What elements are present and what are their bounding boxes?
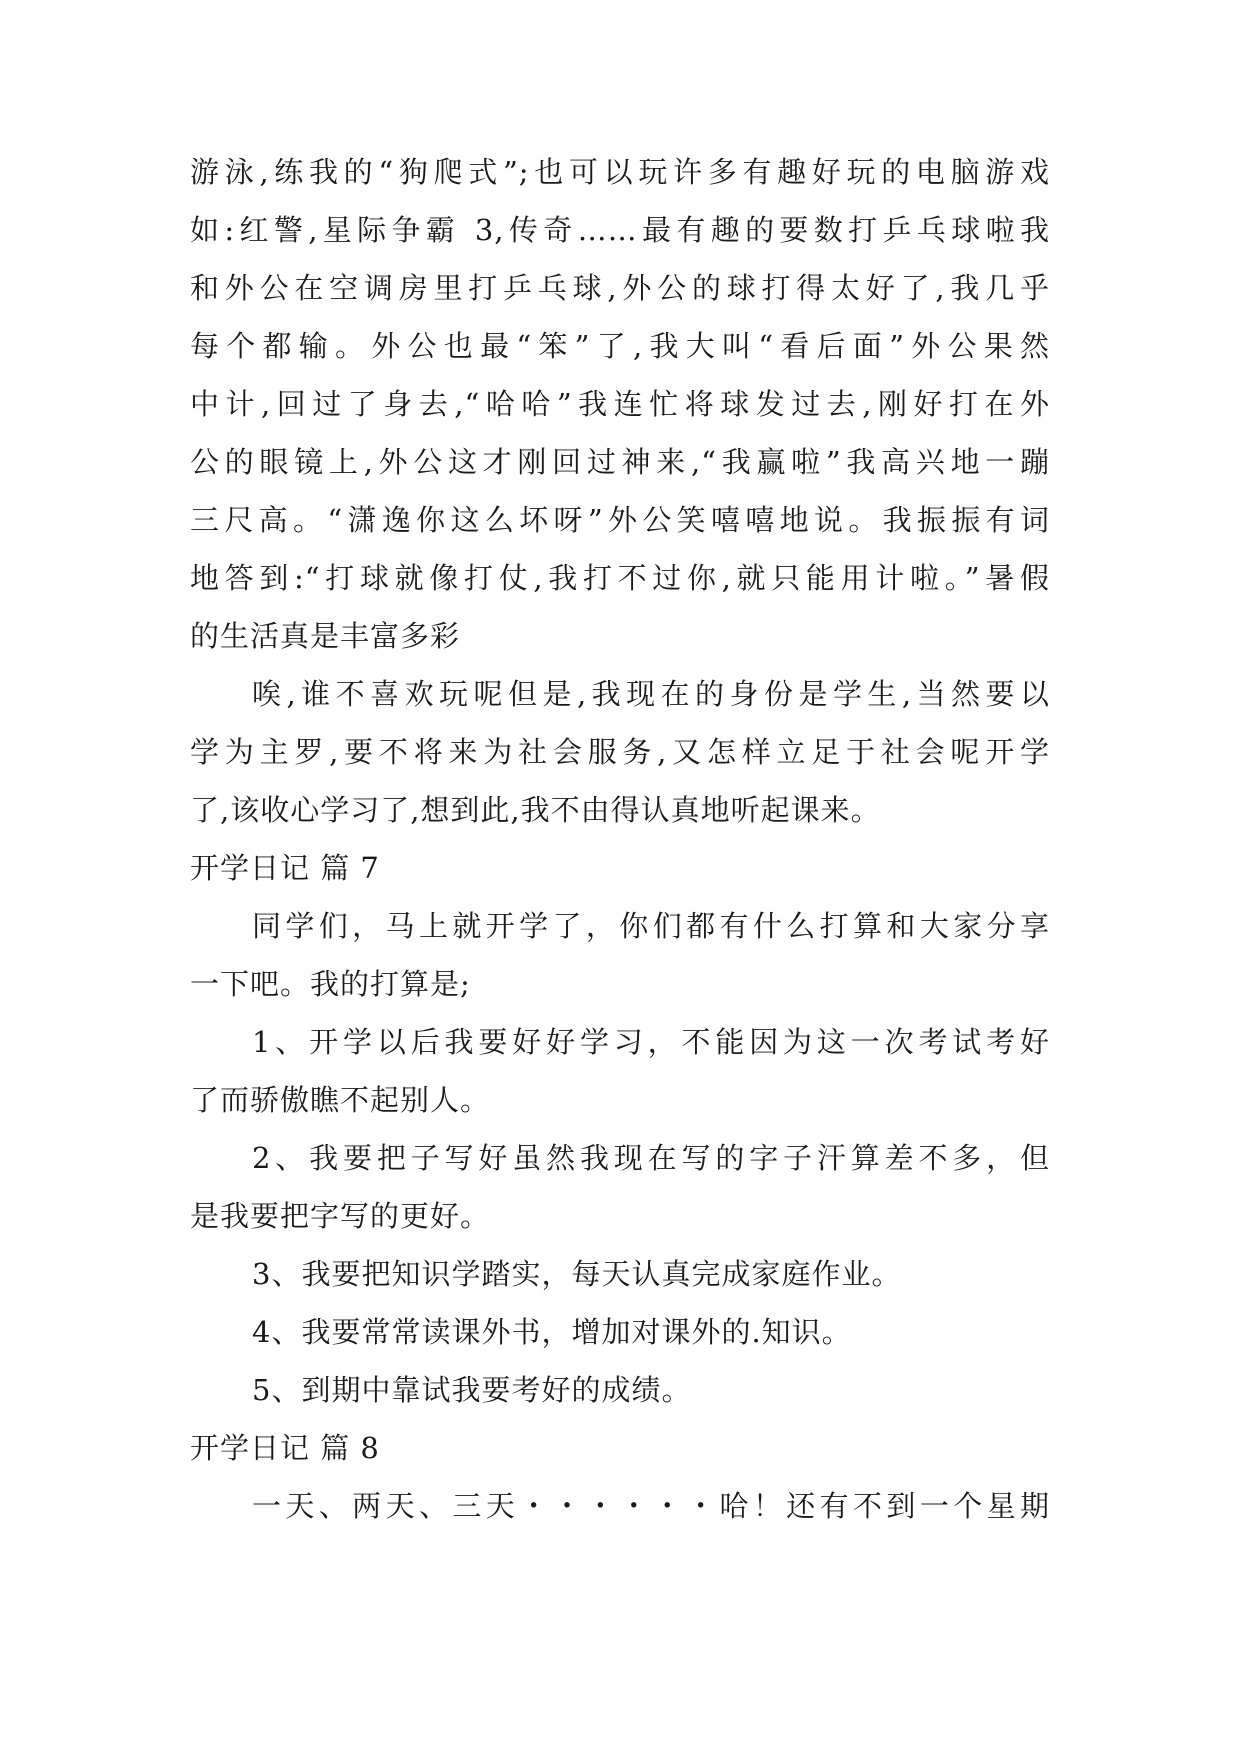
paragraph-line: 每个都输。外公也最“笨”了,我大叫“看后面”外公果然: [190, 329, 1050, 363]
paragraph-line: 唉,谁不喜欢玩呢但是,我现在的身份是学生,当然要以: [252, 677, 1050, 711]
list-item-line: 3、我要把知识学踏实，每天认真完成家庭作业。: [252, 1257, 902, 1291]
list-item-line: 了而骄傲瞧不起别人。: [190, 1083, 491, 1117]
list-item-line: 1、开学以后我要好好学习，不能因为这一次考试考好: [252, 1025, 1050, 1059]
paragraph-line: 的生活真是丰富多彩: [190, 619, 461, 653]
paragraph-line: 一天、两天、三天・・・・・・哈！还有不到一个星期: [252, 1489, 1050, 1523]
section-heading: 开学日记 篇 7: [190, 851, 380, 885]
paragraph-line: 三尺高。“潇逸你这么坏呀”外公笑嘻嘻地说。我振振有词: [190, 503, 1050, 537]
paragraph-line: 地答到:“打球就像打仗,我打不过你,就只能用计啦。”暑假: [190, 561, 1050, 595]
list-item-line: 5、到期中靠试我要考好的成绩。: [252, 1373, 692, 1407]
paragraph-line: 一下吧。我的打算是;: [190, 967, 471, 1001]
paragraph-line: 了,该收心学习了,想到此,我不由得认真地听起课来。: [190, 793, 881, 827]
paragraph-line: 学为主罗,要不将来为社会服务,又怎样立足于社会呢开学: [190, 735, 1050, 769]
paragraph-line: 游泳,练我的“狗爬式”;也可以玩许多有趣好玩的电脑游戏: [190, 155, 1050, 189]
list-item-line: 2、我要把子写好虽然我现在写的字子汗算差不多，但: [252, 1141, 1050, 1175]
section-heading: 开学日记 篇 8: [190, 1431, 380, 1465]
paragraph-line: 如:红警,星际争霸 3,传奇……最有趣的要数打乒乓球啦我: [190, 213, 1050, 247]
paragraph-line: 和外公在空调房里打乒乓球,外公的球打得太好了,我几乎: [190, 271, 1050, 305]
paragraph-line: 同学们，马上就开学了，你们都有什么打算和大家分享: [252, 909, 1050, 943]
list-item-line: 是我要把字写的更好。: [190, 1199, 491, 1233]
paragraph-line: 中计,回过了身去,“哈哈”我连忙将球发过去,刚好打在外: [190, 387, 1050, 421]
paragraph-line: 公的眼镜上,外公这才刚回过神来,“我赢啦”我高兴地一蹦: [190, 445, 1050, 479]
list-item-line: 4、我要常常读课外书，增加对课外的.知识。: [252, 1315, 852, 1349]
